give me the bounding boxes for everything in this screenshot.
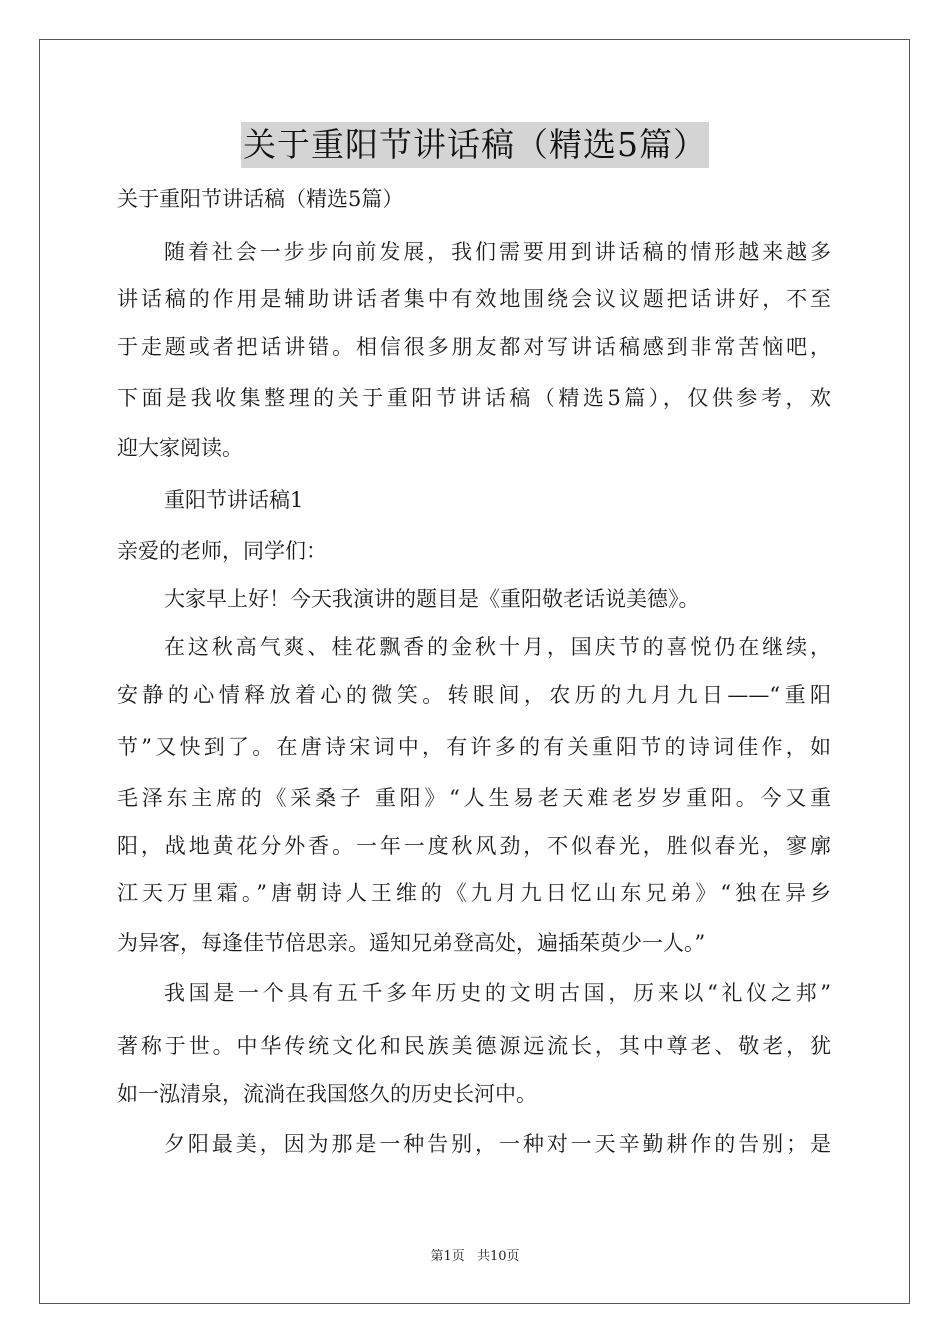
document-title: 关于重阳节讲话稿（精选5篇）: [241, 122, 709, 168]
title-area: [0, 122, 950, 168]
page-border: [39, 39, 910, 1304]
paragraph-line: 江天万里霜。”唐朝诗人王维的《九月九日忆山东兄弟》“独在异乡: [117, 881, 831, 905]
paragraph-line: 在这秋高气爽、桂花飘香的金秋十月，国庆节的喜悦仍在继续，: [164, 635, 831, 659]
intro-line: 于走题或者把话讲错。相信很多朋友都对写讲话稿感到非常苦恼吧，: [117, 335, 831, 359]
intro-line: 随着社会一步步向前发展，我们需要用到讲话稿的情形越来越多: [164, 240, 831, 264]
paragraph-line: 阳，战地黄花分外香。一年一度秋风劲，不似春光，胜似春光，寥廓: [117, 834, 831, 858]
paragraph-line: 夕阳最美，因为那是一种告别，一种对一天辛勤耕作的告别；是: [164, 1132, 831, 1156]
paragraph-line: 我国是一个具有五千多年历史的文明古国，历来以“礼仪之邦”: [164, 981, 831, 1005]
intro-line: 讲话稿的作用是辅助讲话者集中有效地围绕会议议题把话讲好，不至: [117, 287, 831, 311]
page-footer: [0, 1245, 950, 1264]
greeting: 大家早上好！今天我演讲的题目是《重阳敬老话说美德》。: [164, 587, 700, 611]
intro-line: 迎大家阅读。: [117, 436, 243, 460]
paragraph-line: 毛泽东主席的《采桑子 重阳》“人生易老天难老岁岁重阳。今又重: [117, 786, 831, 810]
page-total: 共10页: [476, 1249, 520, 1264]
paragraph-line: 著称于世。中华传统文化和民族美德源远流长，其中尊老、敬老，犹: [117, 1034, 831, 1058]
section-heading: 重阳节讲话稿1: [164, 488, 304, 512]
intro-line: 下面是我收集整理的关于重阳节讲话稿（精选5篇），仅供参考，欢: [117, 386, 831, 410]
paragraph-line: 为异客，每逢佳节倍思亲。遥知兄弟登高处，遍插茱萸少一人。”: [117, 931, 706, 955]
salutation: 亲爱的老师，同学们：: [117, 539, 327, 563]
document-subtitle: 关于重阳节讲话稿（精选5篇）: [117, 187, 404, 211]
paragraph-line: 安静的心情释放着心的微笑。转眼间，农历的九月九日——“重阳: [117, 683, 831, 707]
paragraph-line: 节”又快到了。在唐诗宋词中，有许多的有关重阳节的诗词佳作，如: [117, 735, 831, 759]
page-number: 第1页: [430, 1249, 465, 1264]
paragraph-line: 如一泓清泉，流淌在我国悠久的历史长河中。: [117, 1082, 537, 1106]
